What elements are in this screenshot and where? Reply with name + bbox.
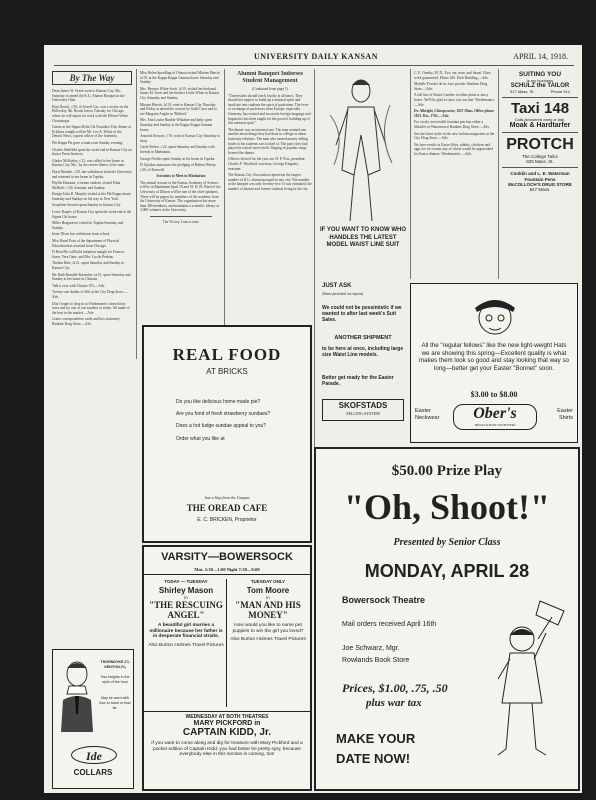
wednesday-description: If you want to come along and dig for treasure with Mary Pickford and a pocket edition of Captain Kidd, you had better be pretty spry, because everybody else in this section is coming, too! <box>151 741 303 758</box>
tailor-contact <box>502 89 578 94</box>
selling-system: SELLING SYSTEM <box>346 411 380 416</box>
news-item: Annarah Stewart, c'19, went to Kansas City Saturday to shop. <box>140 134 221 143</box>
feature-film: "THE RESCUING ANGEL" <box>149 600 223 620</box>
obers-price: $3.00 to $8.00 <box>470 390 518 399</box>
show-times: Mat. 2:30—1:00 Night 7:30—9:00 <box>144 567 310 575</box>
separator <box>150 216 212 217</box>
seller-store: Rowlands Book Store <box>342 657 410 664</box>
another-shipment: ANOTHER SHIPMENT <box>334 335 392 341</box>
left-feature <box>148 579 224 648</box>
paper-name: UNIVERSITY DAILY KANSAN <box>254 52 378 61</box>
article-paragraph: The dinner was an informal one. The men roamed one another about things they had done in college or about fraternity relations. The man who earned money selling books to his students was looked at. The party they had played in school were retold. Singing of popular songs livened the dinner. <box>228 127 308 155</box>
easter-label: Easter <box>415 408 431 414</box>
obers-logo <box>453 404 537 430</box>
feature-star: Shirley Mason <box>158 586 214 595</box>
news-item: Irene Tilson has withdrawn from school. <box>52 232 111 237</box>
collar-model-2: KENYON 2⅜ <box>104 664 126 669</box>
ide-logo <box>71 746 117 764</box>
oh-shoot-prize-play-ad <box>314 447 580 791</box>
news-item: Miss Hazel Pratt of the department of Physical Education has returned from Chicago. <box>52 239 120 248</box>
question: Are you fond of fresh strawberry sundaes? <box>176 411 271 418</box>
prize-headline: $50.00 Prize Play <box>391 463 503 479</box>
feature-day: TUESDAY ONLY <box>250 579 286 584</box>
column-divider <box>410 69 411 279</box>
article-paragraph: The Kansas City Association represents the largest number of K.U. alumni grouped in any city. The number at the banquet was only seventy-five. It was estimated, the number of alumni and former students living in the city. <box>228 173 312 191</box>
adv-item: C. E. Omelty, M. D., Eye, ear, nose, and throat. Glass work guaranteed. Phone 445. Dick Building.—Adv. <box>414 71 491 80</box>
protch-headline: PROTCH <box>506 136 574 153</box>
news-item: Millie Hargreaves visited in Topeka Saturday and Sunday. <box>52 221 124 230</box>
news-item: Miriam Merritt, fa'19, went to Kansas City Thursday and Friday at attend the concert by Galli-Curci and to see Margaret Anglin in 'Billeted.' <box>140 102 217 116</box>
sub-heading: Scientists to Meet in Manhattan <box>156 174 206 179</box>
by-the-way-heading: By The Way <box>69 73 115 83</box>
news-item: Gayle Kehoe, c'22, spent Saturday and Sunday with friends in Manhattan. <box>140 145 215 154</box>
ticket-prices: Prices, $1.00, .75, .50 <box>342 681 448 695</box>
real-food-questions <box>176 399 286 442</box>
taxi-sub: Calls Answered early or late. <box>514 117 566 122</box>
tailor-sub: is my business <box>526 78 554 83</box>
drug-store-name: McCOLLOCH'S DRUG STORE <box>508 182 572 187</box>
man-in-suit-illustration <box>326 75 396 225</box>
column-divider <box>314 69 315 469</box>
make-your: MAKE YOUR <box>336 731 416 746</box>
skofstads-logo <box>322 399 404 421</box>
obers-hat-ad <box>410 283 578 443</box>
continued-note: (Continued from page 1) <box>252 87 288 91</box>
news-item: Talk it over with Clinton 193.—Adv. <box>52 283 106 288</box>
header-rule <box>54 65 574 66</box>
newspaper-page <box>44 45 582 793</box>
article-headline: Alumni Banquet Indorses Student Management <box>236 71 304 84</box>
feature-film: "MAN AND HIS MONEY" <box>235 600 301 620</box>
news-item: Don't forget to drop in at Wiedemann's when down town and try one of our sundaes or sodas. All made of the best in the market.—Adv. <box>52 301 130 315</box>
feature-description: A beautiful girl marries a millionaire because her father is in desperate financial straits. <box>149 623 223 640</box>
play-theatre: Bowersock Theatre <box>342 595 426 605</box>
news-item: Hoyt Roach, c'20, of Jewell City, was a visitor on the Hill today. Mr. Roach leaves Tuesday for Chicago where he will report for work with the Ellison-White Chautauqua. <box>52 104 129 123</box>
just-ask-note: (Name furnished on request) <box>322 292 364 296</box>
skofstads-suit-ad <box>318 71 408 463</box>
column-alumni-banquet <box>228 71 312 363</box>
oread-cafe-ad <box>142 325 312 543</box>
news-item: Josephine Stevens spent Sunday in Kansas City. <box>52 203 122 208</box>
ide-collars-ad <box>52 649 134 789</box>
news-item: Twenty-one shades of Silk at the City Drug Store.—Adv. <box>52 290 128 299</box>
news-item: Guests at the Sigma Delta Chi Founders' Day dinner at Eckhaus tonight will be Mr. Leo A. White of the Detroit News, a guest officer of the fraternity. <box>52 125 131 139</box>
feature-star: Tom Moore <box>246 586 290 595</box>
question: Do you like delicious home made pie? <box>176 399 261 405</box>
collar-model-1: THORNDYKE 2¾ <box>100 660 130 664</box>
column-divider <box>224 69 225 359</box>
news-item: Miss Helen Spradling of Ottawa visited Miriam Merritt fa'19, at the Kappa Kappa Gamma house Saturday and Sunday. <box>140 71 220 85</box>
column-society <box>140 71 222 363</box>
separator <box>502 97 578 98</box>
collar-models <box>99 660 131 710</box>
theatre-title: VARSITY—BOWERSOCK <box>161 551 293 563</box>
at-bricks: AT BRICKS <box>206 367 248 376</box>
date-now: DATE NOW! <box>336 751 411 766</box>
news-item: Thelma Hale, fa'21, spent Saturday and Sunday in Kansas City. <box>52 261 125 270</box>
easter-label: Easter <box>557 408 573 414</box>
play-title: "Oh, Shoot!" <box>343 487 550 527</box>
protch-address: 825 Mass. St. <box>526 159 554 164</box>
cafe-tagline: Just a Step from the Campus <box>204 495 250 500</box>
suit-ad-text: to be here at once, including large size Waist Line models. <box>322 346 404 358</box>
adv-item: For a truly serviceable fountain pen buy either a Sheaffer or Waterman at Rankins Drug Store.—Adv. <box>414 120 490 129</box>
adv-item: Dr. Albright, Chiropractor, 1027 Mass. Office phone 1851. Res. 1765.—Adv. <box>414 109 494 118</box>
news-item: Ensign John D. Murphy visited at the Phi Kappa house Saturday and Sunday on his way to New York. <box>52 192 132 201</box>
feature-also: Also Burton Holmes Travel Pictures <box>148 642 224 648</box>
varsity-bowersock-ad <box>142 545 312 791</box>
suit-ad-headline: IF YOU WANT TO KNOW WHO HANDLES THE LATEST MODEL WAIST LINE SUIT <box>319 227 407 248</box>
article-paragraph: "Universities should teach loyalty at all times. They should not neglect to build up a national spirit and inculcate into students the spirit of patriotism. The fever of exchange of professors from Europe, especially Germany, has existed and too much foreign language and linguistics has been taught for the good of building up of this national spirit." <box>228 93 311 126</box>
fountain-pens: Conklin and L. E. Waterman Fountain Pens <box>510 171 570 182</box>
right-feature <box>230 579 306 643</box>
neckwear-label: Neckwear <box>415 415 440 421</box>
victory-loan-note: The Victory Loan is next. <box>162 220 200 225</box>
collars-label: COLLARS <box>73 768 113 777</box>
tailor-address: 917 Mass. St. <box>510 89 535 94</box>
adv-item: A full line of Easter Candies in either plain or fancy boxes. We'll be glad to show you our line. Wiedemann's.—Adv. <box>414 93 496 107</box>
tailor-phone: Phone 914 <box>550 89 570 94</box>
mail-orders: Mail orders received April 16th <box>342 621 437 628</box>
wednesday-label: WEDNESDAY AT BOTH THEATRES <box>185 714 269 720</box>
feature-in: in <box>184 595 188 600</box>
play-date: MONDAY, APRIL 28 <box>364 561 530 581</box>
column-divider <box>136 69 137 359</box>
just-ask: JUST ASK <box>322 283 352 289</box>
page-header <box>44 49 582 65</box>
news-item: Lewis Rogers of Kansas City spent the week end at the Sigma Chi house. <box>52 210 132 219</box>
taxi-headline: Taxi 148 <box>510 100 570 117</box>
obers-ad-text: All the "regular fellows" like the new light-weight Hats we are showing this spring—Excellent quality is what makes them look so good and stay looking that way so long—better get your Easter "Bonnet" soon. <box>419 342 569 372</box>
tailor-headline: SUITING YOU <box>518 71 562 78</box>
column-small-ads <box>502 69 578 279</box>
column-advertisements <box>414 71 496 281</box>
news-item: Crane correspondence cards and box stationery. Rankins Drug Store.—Adv. <box>52 317 121 326</box>
adv-item: Mybelle Powder de rix face powder. Rankins Drug Store.—Adv. <box>414 82 488 91</box>
wednesday-feature <box>144 711 310 758</box>
feature-also: Also Burton Holmes Travel Pictures <box>230 637 306 643</box>
obers-brand: Ober's <box>473 405 517 422</box>
skofstads-name: SKOFSTADS <box>338 401 388 410</box>
by-the-way-box <box>52 71 132 85</box>
article-paragraph: Officers elected for the year are: H. P. Post, president; Charles F. Woolford, secretary; George Kingsley, treasurer. <box>228 157 306 171</box>
feature-in: in <box>266 595 270 600</box>
adv-item: We have results in Easter lilies, rabbits, chickens and eggs for ice-cream, any of which would be appreciated for Easter dinners. Wiedemann's.—Adv. <box>414 142 493 156</box>
adv-item: See the latest styles in the new fashion magazines at the City Drug Store.—Adv. <box>414 131 495 141</box>
cafe-name: THE OREAD CAFE <box>186 503 268 513</box>
news-item: Phyllis Dammet, a former student, visited Edna McBride, c'20, Saturday and Sunday. <box>52 181 121 190</box>
news-item: Charles Sheffield spent the week end in Kansas City on Junior Prom business. <box>52 147 132 157</box>
taxi-name: Moak & Hardtarfer <box>509 122 571 129</box>
news-item: Pi Upsilon announces the pledging of Hubert Westry, c'20, of Burrwell. <box>140 163 217 172</box>
hat-man-illustration <box>465 288 525 338</box>
protch-sub: The College Tailor <box>521 154 559 159</box>
separator <box>502 132 578 133</box>
feature-day: TODAY — TUESDAY <box>164 579 208 584</box>
war-tax: plus war tax <box>366 697 422 709</box>
column-by-the-way <box>52 71 132 645</box>
real-food-title: REAL FOOD <box>172 345 282 364</box>
collar-tie-note: May be worn with four-in-hand or bow tie. <box>99 696 131 710</box>
feature-description: How would you like to nurse pet puppies to win the girl you loved? <box>232 623 304 634</box>
news-item: Dorie Bennett, c'20, has withdrawn from the University and returned to her home in Topeka. <box>52 169 132 179</box>
issue-date: APRIL 14, 1918. <box>513 52 568 61</box>
news-item: Gladys McKinley, c'22, was called to her home in Kansas City, Mo., by the severe illness of her aunt. <box>52 158 126 168</box>
separator <box>502 167 578 168</box>
news-item: Mrs. Bernice White-Scott, fa'19, visited her husband, James M. Scott and her brother Leslie White in Kansas City Saturday and Sunday. <box>140 86 220 100</box>
news-item: The annual session of the Kansas Academy of Science will be in Manhattan April 18 and 19. H. H. Ward of the University of Illinois will be one of the chief speakers. There will be papers by members of the academy from the University of Kansas. The organization has more than 300 members, and maintains a scientific library of 3,000 volumes at the University. <box>140 180 221 213</box>
wednesday-film: CAPTAIN KIDD, Jr. <box>182 727 272 738</box>
news-item: Phi Kappa Psi gave a stunt roast Sunday evening. <box>52 140 124 145</box>
news-item: Dean James W. Green went to Kansas City, Mo., Saturday to attend the K.U. Alumni Banquet at the University Club. <box>52 89 125 103</box>
tailor-name: SCHULZ the TAILOR <box>510 83 570 89</box>
easter-neckwear <box>415 408 439 422</box>
feature-divider <box>226 579 227 707</box>
suit-ad-text: We could not be pessimistic if we wanted to after last week's Suit Sales. <box>322 305 402 323</box>
news-item: Mr. Ruth Brandle-Burnisher, fa'21, spent Saturday and Sunday at her home in Chanute. <box>52 272 131 282</box>
column-divider <box>498 69 499 279</box>
shirts-label: Shirts <box>558 415 573 421</box>
collar-style-note: Two heights in the style of the hour <box>100 675 130 684</box>
question: Does a hot fudge sundae appeal to you? <box>176 423 267 430</box>
news-item: Pi Beta Phi will hold initiation tonight for Frances Jones, Vera Gans, and Mrs. Lucile Perkins. <box>52 250 125 259</box>
man-in-collar-illustration <box>55 656 99 732</box>
news-item: Mrs. Etta Louise Bimble Whitaker and baby spent Saturday and Sunday at the Kappa Kappa Gamma house. <box>140 118 213 132</box>
drug-store-address: 847 Mass. <box>529 187 551 192</box>
obers-tagline: HEAD-TO-FOOT OUTFITTERS <box>474 423 516 427</box>
suit-ad-text: Better get ready for the Easter Parade. <box>322 375 394 387</box>
cafe-proprietor: E. C. BRICKEN, Proprietor <box>197 517 257 523</box>
ide-brand: Ide <box>86 749 102 763</box>
seller-manager: Joe Schwarz, Mgr. <box>342 645 400 652</box>
question: Order what you like at <box>176 435 225 442</box>
slingshot-man-illustration <box>480 599 570 759</box>
wednesday-star: MARY PICKFORD in <box>193 720 261 727</box>
news-item: George Nettles spent Sunday at his home in Topeka. <box>140 156 216 161</box>
presented-by: Presented by Senior Class <box>393 537 501 548</box>
easter-shirts <box>557 408 573 422</box>
